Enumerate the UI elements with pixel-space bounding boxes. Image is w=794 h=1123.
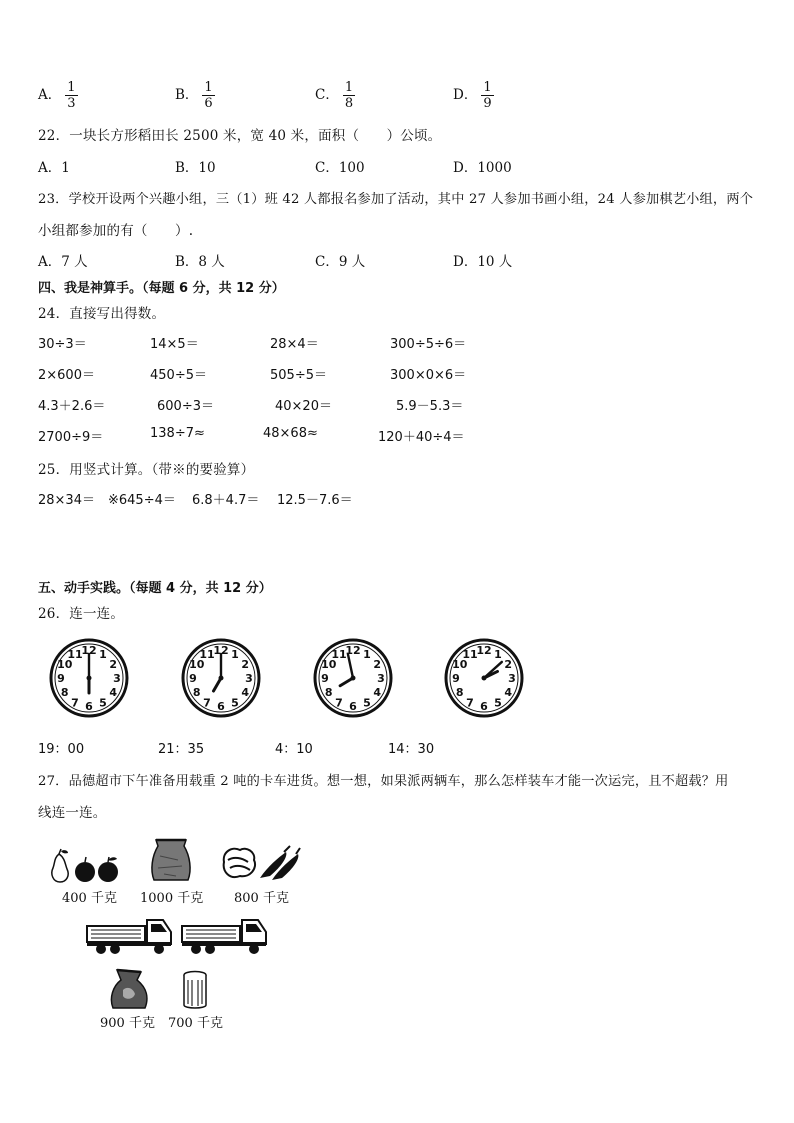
clock-number: 4 xyxy=(504,686,513,699)
q25-title: 25．用竖式计算。（带※的要验算） xyxy=(38,462,255,478)
q24-r3-c3: 40×20＝ xyxy=(275,399,332,414)
clock-number: 1 xyxy=(99,647,107,661)
clock-number: 9 xyxy=(452,672,460,685)
clock-number: 2 xyxy=(109,658,118,671)
q24-r2-c4: 300×0×6＝ xyxy=(390,368,467,383)
q24-r1-c4: 300÷5÷6＝ xyxy=(390,337,467,352)
weight-label-800: 800 千克 xyxy=(234,891,289,906)
fruit-icon xyxy=(47,848,122,884)
clock-number: 5 xyxy=(99,696,107,710)
clock-number: 11 xyxy=(462,647,478,661)
clock-number: 4 xyxy=(109,686,118,699)
clock-number: 1 xyxy=(231,647,239,661)
sack-icon xyxy=(148,836,194,884)
q24-r1-c2: 14×5＝ xyxy=(150,337,199,352)
denominator: 6 xyxy=(204,96,213,111)
q24-r4-c4: 120＋40÷4＝ xyxy=(378,430,465,445)
clock-number: 2 xyxy=(241,658,250,671)
clock-number: 12 xyxy=(81,644,97,657)
q25-item-3: 6.8＋4.7＝ xyxy=(192,493,260,508)
numerator: 1 xyxy=(204,80,213,95)
weight-label-900: 900 千克 xyxy=(100,1016,155,1031)
fraction xyxy=(343,80,355,111)
section-4-heading: 四、我是神算手。（每题 6 分，共 12 分） xyxy=(38,281,285,296)
clock-number: 6 xyxy=(217,700,225,713)
q22-option-a: A．1 xyxy=(38,160,70,176)
clock-number: 12 xyxy=(213,644,229,657)
clock-number: 10 xyxy=(57,658,73,671)
bag-icon xyxy=(107,968,153,1010)
q24-r2-c1: 2×600＝ xyxy=(38,368,95,383)
q23-option-d: D．10 人 xyxy=(453,254,513,270)
option-letter: A． xyxy=(38,87,62,103)
q24-r1-c3: 28×4＝ xyxy=(270,337,319,352)
clock-number: 5 xyxy=(231,696,239,710)
q24-r4-c1: 2700÷9＝ xyxy=(38,430,104,445)
option-letter: C． xyxy=(315,87,339,103)
q23-line1: 23．学校开设两个兴趣小组，三（1）班 42 人都报名参加了活动，其中 27 人参加书画小组，24 人参加棋艺小组，两个 xyxy=(38,192,754,207)
clock-number: 11 xyxy=(67,647,83,661)
fraction xyxy=(65,80,77,111)
q22-option-c: C．100 xyxy=(315,160,365,176)
q24-r3-c4: 5.9－5.3＝ xyxy=(396,399,464,414)
q24-r2-c3: 505÷5＝ xyxy=(270,368,327,383)
clock-number: 7 xyxy=(466,696,474,710)
clock-number: 2 xyxy=(373,658,382,671)
q24-r2-c2: 450÷5＝ xyxy=(150,368,207,383)
clock-center xyxy=(87,676,92,681)
q26-title: 26．连一连。 xyxy=(38,606,125,622)
clock-number: 2 xyxy=(504,658,513,671)
option-letter: B． xyxy=(175,87,199,103)
clock-number: 3 xyxy=(113,672,121,685)
clock-number: 5 xyxy=(494,696,502,710)
numerator: 1 xyxy=(344,80,354,95)
truck-1-icon xyxy=(85,914,175,956)
clock-number: 3 xyxy=(245,672,253,685)
clock-number: 7 xyxy=(71,696,79,710)
weight-label-700: 700 千克 xyxy=(168,1016,223,1031)
clock-number: 10 xyxy=(189,658,205,671)
numerator: 1 xyxy=(483,80,492,95)
clock-4 xyxy=(442,636,526,720)
q24-title: 24．直接写出得数。 xyxy=(38,306,166,322)
q27-line1: 27．品德超市下午准备用载重 2 吨的卡车进货。想一想，如果派两辆车，那么怎样装车才能一次运完，且不超载？用 xyxy=(38,774,729,789)
clock-number: 3 xyxy=(377,672,385,685)
denominator: 9 xyxy=(483,96,492,111)
time-label-2: 21：35 xyxy=(158,742,205,757)
clock-number: 8 xyxy=(324,686,333,699)
clock-center xyxy=(351,676,356,681)
clock-center xyxy=(219,676,224,681)
clock-number: 6 xyxy=(85,700,93,713)
time-label-4: 14：30 xyxy=(388,742,435,757)
clock-number: 12 xyxy=(345,644,361,657)
clock-3 xyxy=(311,636,395,720)
section-5-heading: 五、动手实践。（每题 4 分，共 12 分） xyxy=(38,581,272,596)
q21-option-a xyxy=(38,80,78,111)
clock-number: 11 xyxy=(199,647,215,661)
clock-number: 12 xyxy=(476,644,492,657)
q21-option-b xyxy=(175,80,215,111)
q21-option-d xyxy=(453,80,494,111)
clock-center xyxy=(482,676,487,681)
clock-number: 4 xyxy=(241,686,250,699)
option-letter: D． xyxy=(453,87,478,103)
q24-r3-c1: 4.3＋2.6＝ xyxy=(38,399,106,414)
q23-option-a: A．7 人 xyxy=(38,254,88,270)
time-label-3: 4：10 xyxy=(275,742,313,757)
clock-number: 10 xyxy=(452,658,468,671)
vegetable-icon xyxy=(220,842,302,884)
q23-option-c: C．9 人 xyxy=(315,254,366,270)
clock-number: 7 xyxy=(203,696,211,710)
clock-number: 9 xyxy=(57,672,65,685)
q25-item-2: ※645÷4＝ xyxy=(108,493,176,508)
clock-number: 1 xyxy=(363,647,371,661)
denominator: 3 xyxy=(67,96,76,111)
q23-line2: 小组都参加的有（ ）. xyxy=(38,223,194,239)
clock-number: 6 xyxy=(480,700,488,713)
clock-number: 9 xyxy=(321,672,329,685)
q24-r3-c2: 600÷3＝ xyxy=(157,399,214,414)
clock-number: 8 xyxy=(60,686,69,699)
q22-option-b: B．10 xyxy=(175,160,216,176)
q25-item-4: 12.5－7.6＝ xyxy=(277,493,353,508)
barrel-icon xyxy=(181,970,209,1010)
clock-number: 5 xyxy=(363,696,371,710)
fraction xyxy=(202,80,214,111)
clock-number: 1 xyxy=(494,647,502,661)
clock-number: 8 xyxy=(192,686,201,699)
clock-number: 3 xyxy=(508,672,516,685)
q23-option-b: B．8 人 xyxy=(175,254,225,270)
fraction xyxy=(481,80,493,111)
clock-number: 8 xyxy=(455,686,464,699)
weight-label-1000: 1000 千克 xyxy=(140,891,204,906)
clock-number: 6 xyxy=(349,700,357,713)
q21-option-c xyxy=(315,80,355,111)
weight-label-400: 400 千克 xyxy=(62,891,117,906)
q27-line2: 线连一连。 xyxy=(38,805,107,821)
clock-number: 10 xyxy=(321,658,337,671)
q24-r1-c1: 30÷3＝ xyxy=(38,337,87,352)
time-label-1: 19：00 xyxy=(38,742,85,757)
numerator: 1 xyxy=(67,80,76,95)
truck-2-icon xyxy=(180,914,270,956)
clock-number: 9 xyxy=(189,672,197,685)
clock-number: 4 xyxy=(373,686,382,699)
q24-r4-c2: 138÷7≈ xyxy=(150,426,205,441)
q25-item-1: 28×34＝ xyxy=(38,493,95,508)
denominator: 8 xyxy=(344,96,354,111)
q24-r4-c3: 48×68≈ xyxy=(263,426,318,441)
q22-option-d: D．1000 xyxy=(453,160,512,176)
clock-number: 7 xyxy=(335,696,343,710)
clock-2 xyxy=(179,636,263,720)
q22-text: 22．一块长方形稻田长 2500 米，宽 40 米，面积（ ）公顷。 xyxy=(38,128,442,144)
clock-number: 11 xyxy=(331,647,347,661)
clock-1 xyxy=(47,636,131,720)
